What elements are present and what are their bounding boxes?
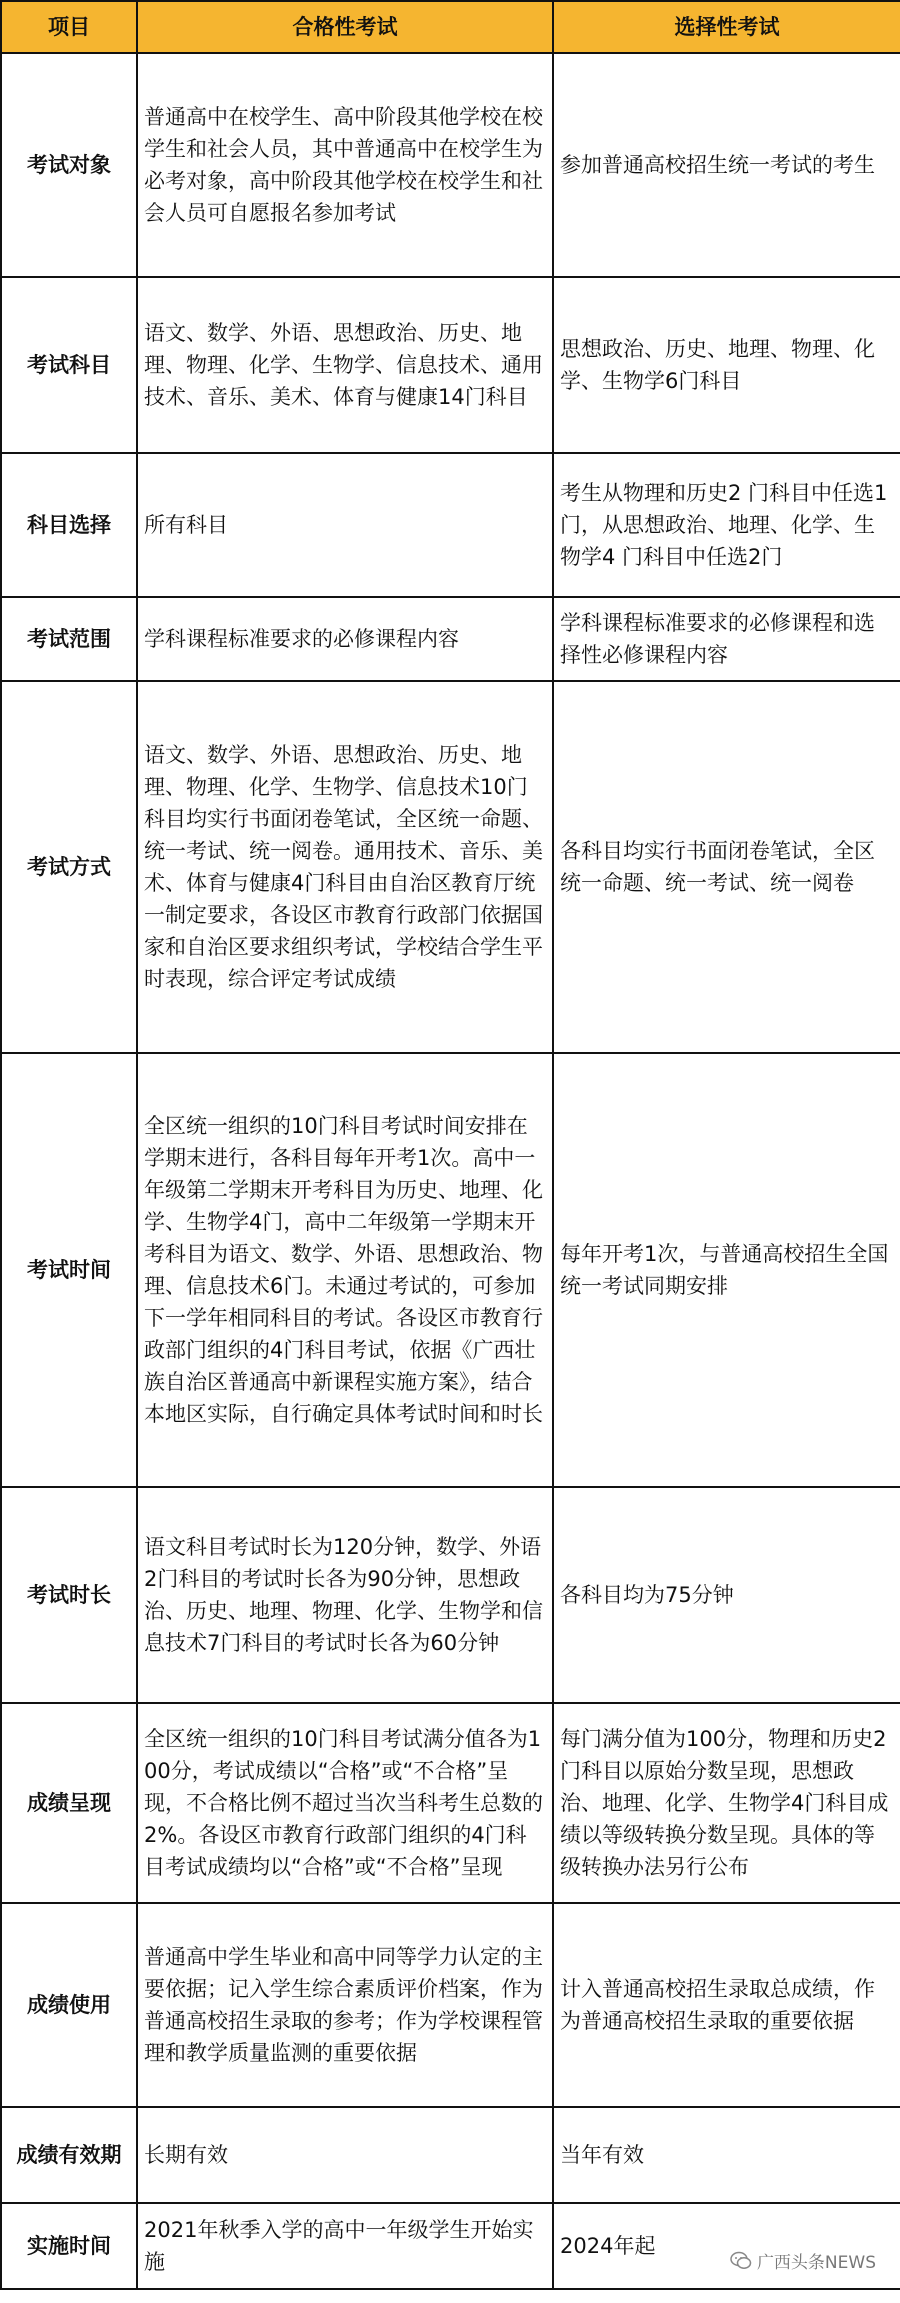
table-row (1, 681, 900, 1053)
row-label: 考试时长 (1, 1487, 137, 1703)
table-row (1, 1487, 900, 1703)
selective-cell: 当年有效 (553, 2107, 900, 2203)
qualifying-cell: 学科课程标准要求的必修课程内容 (137, 597, 553, 681)
qualifying-cell: 语文、数学、外语、思想政治、历史、地理、物理、化学、生物学、信息技术、通用技术、音乐、美术、体育与健康14门科目 (137, 277, 553, 453)
selective-cell: 学科课程标准要求的必修课程和选择性必修课程内容 (553, 597, 900, 681)
row-label: 科目选择 (1, 453, 137, 597)
selective-cell: 2024年起 (553, 2203, 900, 2289)
table-row (1, 1053, 900, 1487)
table-row (1, 53, 900, 277)
table-row (1, 1903, 900, 2107)
selective-cell: 各科目均实行书面闭卷笔试，全区统一命题、统一考试、统一阅卷 (553, 681, 900, 1053)
selective-cell: 各科目均为75分钟 (553, 1487, 900, 1703)
row-label: 成绩有效期 (1, 2107, 137, 2203)
qualifying-cell: 长期有效 (137, 2107, 553, 2203)
header-item: 项目 (1, 1, 137, 53)
qualifying-cell: 普通高中学生毕业和高中同等学力认定的主要依据；记入学生综合素质评价档案，作为普通高校招生录取的参考；作为学校课程管理和教学质量监测的重要依据 (137, 1903, 553, 2107)
table-row (1, 2203, 900, 2289)
table-row (1, 597, 900, 681)
table-row (1, 1703, 900, 1903)
row-label: 考试时间 (1, 1053, 137, 1487)
qualifying-cell: 语文、数学、外语、思想政治、历史、地理、物理、化学、生物学、信息技术10门科目均实行书面闭卷笔试，全区统一命题、统一考试、统一阅卷。通用技术、音乐、美术、体育与健康4门科目由自治区教育厅统一制定要求，各设区市教育行政部门依据国家和自治区要求组织考试，学校结合学生平时表现，综合评定考试成绩 (137, 681, 553, 1053)
header-qualifying: 合格性考试 (137, 1, 553, 53)
selective-cell: 计入普通高校招生录取总成绩，作为普通高校招生录取的重要依据 (553, 1903, 900, 2107)
selective-cell: 每年开考1次，与普通高校招生全国统一考试同期安排 (553, 1053, 900, 1487)
table-row (1, 453, 900, 597)
selective-cell: 考生从物理和历史2 门科目中任选1 门，从思想政治、地理、化学、生物学4 门科目中任选2门 (553, 453, 900, 597)
table-row (1, 2107, 900, 2203)
row-label: 成绩呈现 (1, 1703, 137, 1903)
qualifying-cell: 语文科目考试时长为120分钟，数学、外语2门科目的考试时长各为90分钟，思想政治、历史、地理、物理、化学、生物学和信息技术7门科目的考试时长各为60分钟 (137, 1487, 553, 1703)
qualifying-cell: 2021年秋季入学的高中一年级学生开始实施 (137, 2203, 553, 2289)
watermark (726, 2248, 880, 2273)
selective-cell: 参加普通高校招生统一考试的考生 (553, 53, 900, 277)
qualifying-cell: 全区统一组织的10门科目考试满分值各为100分，考试成绩以“合格”或“不合格”呈现，不合格比例不超过当次当科考生总数的2%。各设区市教育行政部门组织的4门科目考试成绩均以“合格”或“不合格”呈现 (137, 1703, 553, 1903)
row-label: 考试对象 (1, 53, 137, 277)
header-selective: 选择性考试 (553, 1, 900, 53)
selective-cell: 思想政治、历史、地理、物理、化学、生物学6门科目 (553, 277, 900, 453)
qualifying-cell: 所有科目 (137, 453, 553, 597)
qualifying-cell: 普通高中在校学生、高中阶段其他学校在校学生和社会人员，其中普通高中在校学生为必考对象，高中阶段其他学校在校学生和社会人员可自愿报名参加考试 (137, 53, 553, 277)
header-row (1, 1, 900, 53)
table-row (1, 277, 900, 453)
qualifying-cell: 全区统一组织的10门科目考试时间安排在学期末进行，各科目每年开考1次。高中一年级第二学期末开考科目为历史、地理、化学、生物学4门，高中二年级第一学期末开考科目为语文、数学、外语、思想政治、物理、信息技术6门。未通过考试的，可参加下一学年相同科目的考试。各设区市教育行政部门组织的4门科目考试，依据《广西壮族自治区普通高中新课程实施方案》，结合本地区实际，自行确定具体考试时间和时长 (137, 1053, 553, 1487)
row-label: 成绩使用 (1, 1903, 137, 2107)
row-label: 考试方式 (1, 681, 137, 1053)
row-label: 考试范围 (1, 597, 137, 681)
wechat-bubble-icon (730, 2251, 752, 2271)
row-label: 实施时间 (1, 2203, 137, 2289)
row-label: 考试科目 (1, 277, 137, 453)
watermark-text: 广西头条NEWS (756, 2253, 876, 2273)
selective-cell: 每门满分值为100分，物理和历史2门科目以原始分数呈现，思想政治、地理、化学、生物学4门科目成绩以等级转换分数呈现。具体的等级转换办法另行公布 (553, 1703, 900, 1903)
